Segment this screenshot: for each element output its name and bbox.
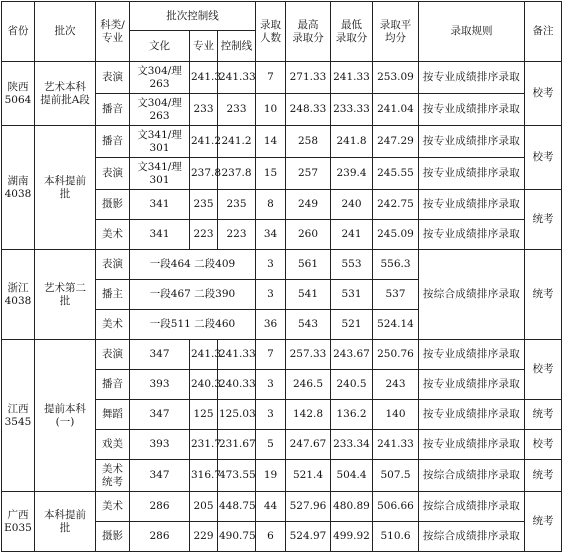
control-line-cell: 一段511 二段460 [130, 310, 256, 340]
major-cell: 223 [190, 220, 218, 250]
avg-score-cell: 242.75 [373, 190, 419, 220]
culture-cell: 286 [130, 522, 190, 552]
batch-cell: 本科提前 批 [35, 126, 96, 250]
table-row [2, 492, 562, 522]
avg-score-cell: 506.66 [373, 492, 419, 522]
header-max-score: 最高 录取分 [286, 2, 331, 62]
admitted-cell: 7 [256, 62, 286, 94]
rule-cell: 按综合成绩排序录取 [419, 492, 525, 522]
min-score-cell: 136.2 [331, 400, 373, 430]
header-major: 专业 [190, 31, 218, 62]
min-score-cell: 240.5 [331, 370, 373, 400]
category-cell: 摄影 [96, 190, 130, 220]
control-cell: 473.55 [218, 460, 256, 492]
control-cell: 235 [218, 190, 256, 220]
avg-score-cell: 253.09 [373, 62, 419, 94]
table-row [2, 126, 562, 158]
admitted-cell: 10 [256, 94, 286, 126]
min-score-cell: 531 [331, 280, 373, 310]
avg-score-cell: 537 [373, 280, 419, 310]
admitted-cell: 34 [256, 220, 286, 250]
header-control-line: 批次控制线 [130, 2, 256, 31]
header-culture: 文化 [130, 31, 190, 62]
note-cell: 校考 [525, 340, 562, 400]
major-cell: 237.8 [190, 158, 218, 190]
major-cell: 229 [190, 522, 218, 552]
max-score-cell: 524.97 [286, 522, 331, 552]
rule-cell: 按专业成绩排序录取 [419, 62, 525, 94]
admitted-cell: 6 [256, 522, 286, 552]
category-cell: 摄影 [96, 522, 130, 552]
category-cell: 表演 [96, 250, 130, 280]
rule-cell: 按专业成绩排序录取 [419, 430, 525, 460]
control-cell: 241.2 [218, 126, 256, 158]
rule-cell: 按专业成绩排序录取 [419, 94, 525, 126]
major-cell: 241.3 [190, 62, 218, 94]
avg-score-cell: 507.5 [373, 460, 419, 492]
rule-cell: 按专业成绩排序录取 [419, 340, 525, 370]
header-min-score: 最低 录取分 [331, 2, 373, 62]
control-cell: 223 [218, 220, 256, 250]
rule-cell: 按专业成绩排序录取 [419, 190, 525, 220]
control-cell: 233 [218, 94, 256, 126]
category-cell: 播音 [96, 126, 130, 158]
control-cell: 125.03 [218, 400, 256, 430]
max-score-cell: 142.8 [286, 400, 331, 430]
note-cell: 统考 [525, 190, 562, 250]
avg-score-cell: 250.76 [373, 340, 419, 370]
max-score-cell: 249 [286, 190, 331, 220]
major-cell: 240.3 [190, 370, 218, 400]
max-score-cell: 521.4 [286, 460, 331, 492]
control-cell: 240.33 [218, 370, 256, 400]
max-score-cell: 561 [286, 250, 331, 280]
control-cell: 490.75 [218, 522, 256, 552]
avg-score-cell: 556.3 [373, 250, 419, 280]
header-batch: 批次 [35, 2, 96, 62]
culture-cell: 341 [130, 190, 190, 220]
header-row [2, 2, 562, 31]
rule-cell: 按专业成绩排序录取 [419, 220, 525, 250]
control-cell: 237.8 [218, 158, 256, 190]
max-score-cell: 543 [286, 310, 331, 340]
rule-cell: 按专业成绩排序录取 [419, 126, 525, 158]
min-score-cell: 480.89 [331, 492, 373, 522]
admitted-cell: 8 [256, 190, 286, 220]
admitted-cell: 44 [256, 492, 286, 522]
category-cell: 播音 [96, 94, 130, 126]
table-row [2, 340, 562, 370]
avg-score-cell: 245.55 [373, 158, 419, 190]
culture-cell: 文341/理 301 [130, 126, 190, 158]
category-cell: 播主 [96, 280, 130, 310]
batch-cell: 艺术本科 提前批A段 [35, 62, 96, 126]
min-score-cell: 239.4 [331, 158, 373, 190]
culture-cell: 347 [130, 340, 190, 370]
category-cell: 表演 [96, 340, 130, 370]
max-score-cell: 541 [286, 280, 331, 310]
header-avg-score: 录取平 均分 [373, 2, 419, 62]
min-score-cell: 553 [331, 250, 373, 280]
admitted-cell: 3 [256, 400, 286, 430]
major-cell: 233 [190, 94, 218, 126]
min-score-cell: 499.92 [331, 522, 373, 552]
admitted-cell: 14 [256, 126, 286, 158]
min-score-cell: 240 [331, 190, 373, 220]
note-cell: 校考 [525, 430, 562, 460]
major-cell: 316.7 [190, 460, 218, 492]
min-score-cell: 241.33 [331, 62, 373, 94]
rule-cell: 按综合成绩排序录取 [419, 250, 525, 340]
major-cell: 235 [190, 190, 218, 220]
note-cell: 校考 [525, 62, 562, 126]
admitted-cell: 5 [256, 430, 286, 460]
admitted-cell: 36 [256, 310, 286, 340]
note-cell: 统考 [525, 400, 562, 430]
control-cell: 231.67 [218, 430, 256, 460]
batch-cell: 本科提前 批 [35, 492, 96, 552]
major-cell: 125 [190, 400, 218, 430]
category-cell: 美术 统考 [96, 460, 130, 492]
avg-score-cell: 245.09 [373, 220, 419, 250]
note-cell: 校考 [525, 126, 562, 190]
min-score-cell: 504.4 [331, 460, 373, 492]
note-cell: 统考 [525, 492, 562, 552]
culture-cell: 文341/理 301 [130, 158, 190, 190]
province-cell: 江西 3545 [2, 340, 35, 492]
category-cell: 舞蹈 [96, 400, 130, 430]
max-score-cell: 257.33 [286, 340, 331, 370]
province-cell: 广西 E035 [2, 492, 35, 552]
batch-cell: 提前本科 (一) [35, 340, 96, 492]
note-cell: 统考 [525, 250, 562, 340]
batch-cell: 艺术第二 批 [35, 250, 96, 340]
header-province: 省份 [2, 2, 35, 62]
province-cell: 湖南 4038 [2, 126, 35, 250]
major-cell: 205 [190, 492, 218, 522]
avg-score-cell: 510.6 [373, 522, 419, 552]
culture-cell: 347 [130, 400, 190, 430]
admitted-cell: 19 [256, 460, 286, 492]
rule-cell: 按专业成绩排序录取 [419, 370, 525, 400]
avg-score-cell: 241.04 [373, 94, 419, 126]
control-line-cell: 一段467 二段390 [130, 280, 256, 310]
major-cell: 241.3 [190, 340, 218, 370]
admissions-table [1, 1, 562, 552]
max-score-cell: 247.67 [286, 430, 331, 460]
province-cell: 浙江 4038 [2, 250, 35, 340]
table-row [2, 250, 562, 280]
avg-score-cell: 140 [373, 400, 419, 430]
major-cell: 231.7 [190, 430, 218, 460]
province-cell: 陕西 5064 [2, 62, 35, 126]
control-cell: 448.75 [218, 492, 256, 522]
control-line-cell: 一段464 二段409 [130, 250, 256, 280]
avg-score-cell: 243 [373, 370, 419, 400]
max-score-cell: 271.33 [286, 62, 331, 94]
admitted-cell: 3 [256, 250, 286, 280]
avg-score-cell: 241.33 [373, 430, 419, 460]
max-score-cell: 248.33 [286, 94, 331, 126]
category-cell: 美术 [96, 492, 130, 522]
header-control: 控制线 [218, 31, 256, 62]
header-note: 备注 [525, 2, 562, 62]
admitted-cell: 7 [256, 340, 286, 370]
admitted-cell: 3 [256, 370, 286, 400]
header-category: 科类/ 专业 [96, 2, 130, 62]
avg-score-cell: 524.14 [373, 310, 419, 340]
control-cell: 241.33 [218, 340, 256, 370]
culture-cell: 393 [130, 370, 190, 400]
min-score-cell: 521 [331, 310, 373, 340]
table-row [2, 62, 562, 94]
rule-cell: 按综合成绩排序录取 [419, 522, 525, 552]
category-cell: 美术 [96, 220, 130, 250]
min-score-cell: 241.8 [331, 126, 373, 158]
control-cell: 241.33 [218, 62, 256, 94]
min-score-cell: 243.67 [331, 340, 373, 370]
category-cell: 戏美 [96, 430, 130, 460]
min-score-cell: 241 [331, 220, 373, 250]
culture-cell: 393 [130, 430, 190, 460]
rule-cell: 按综合成绩排序录取 [419, 460, 525, 492]
min-score-cell: 233.33 [331, 94, 373, 126]
culture-cell: 341 [130, 220, 190, 250]
note-cell: 统考 [525, 460, 562, 492]
category-cell: 播音 [96, 370, 130, 400]
rule-cell: 按专业成绩排序录取 [419, 158, 525, 190]
culture-cell: 文304/理 263 [130, 62, 190, 94]
max-score-cell: 260 [286, 220, 331, 250]
rule-cell: 按专业成绩排序录取 [419, 400, 525, 430]
culture-cell: 347 [130, 460, 190, 492]
max-score-cell: 257 [286, 158, 331, 190]
max-score-cell: 527.96 [286, 492, 331, 522]
culture-cell: 文304/理 263 [130, 94, 190, 126]
header-rule: 录取规则 [419, 2, 525, 62]
min-score-cell: 233.34 [331, 430, 373, 460]
category-cell: 表演 [96, 62, 130, 94]
admitted-cell: 3 [256, 280, 286, 310]
max-score-cell: 246.5 [286, 370, 331, 400]
avg-score-cell: 247.29 [373, 126, 419, 158]
culture-cell: 286 [130, 492, 190, 522]
admitted-cell: 15 [256, 158, 286, 190]
category-cell: 美术 [96, 310, 130, 340]
major-cell: 241.2 [190, 126, 218, 158]
max-score-cell: 258 [286, 126, 331, 158]
header-admitted: 录取 人数 [256, 2, 286, 62]
category-cell: 表演 [96, 158, 130, 190]
